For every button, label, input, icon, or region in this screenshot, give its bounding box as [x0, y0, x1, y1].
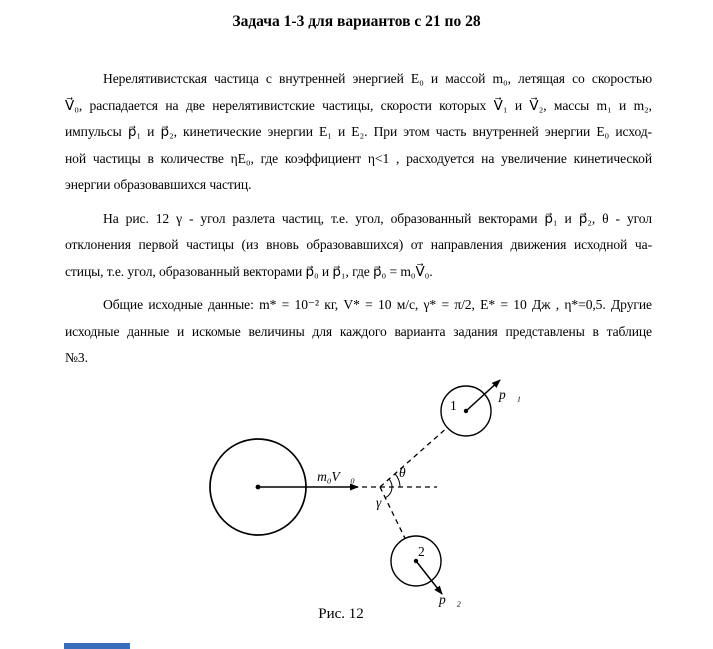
text-line: Нерелятивистская частица с внутренней энергией E₀ и массой m₀, летящая со скоростью [103, 71, 652, 86]
text-line: На рис. 12 γ - угол разлета частиц, т.е. угол, образованный векторами p⃗₁ и p⃗₂, θ - угол [103, 210, 652, 226]
text-line: энергии образовавшихся частиц. [65, 177, 252, 192]
theta-label: θ [399, 465, 406, 480]
horizontal-scrollbar-thumb[interactable] [64, 643, 130, 649]
text-line: Общие исходные данные: m* = 10⁻² кг, V* = 10 м/с, γ* = π/2, E* = 10 Дж , η*=0,5. Другие [103, 297, 652, 312]
particle-1-center-dot [464, 409, 468, 413]
paragraph-intro [65, 66, 652, 199]
particle-1-label: 1 [450, 398, 457, 413]
problem-title: Задача 1-3 для вариантов с 21 по 28 [232, 13, 481, 30]
particle-0-center-dot [256, 485, 261, 490]
problem-text [65, 66, 652, 372]
p1-label: p⃗₁ [499, 387, 521, 402]
text-line: исходные данные и искомые величины для каждого варианта задания представлены в таблице [65, 323, 652, 339]
gamma-arc [385, 479, 392, 498]
text-line: стицы, т.е. угол, образованный векторами p⃗₀ и p⃗₁, где p⃗₀ = m₀V⃗₀. [65, 263, 433, 279]
text-line: импульсы p⃗₁ и p⃗₂, кинетические энергии E₁ и E₂. При этом часть внутренней энергии E₀ исход- [65, 124, 652, 139]
gamma-label: γ [376, 495, 382, 510]
text-line: отклонения первой частицы (из вновь образовавшихся) от направления движения исходной ча- [65, 237, 652, 252]
p2-label: p⃗₂ [439, 592, 461, 607]
text-line: №3. [65, 350, 88, 365]
momentum-label: m₀V⃗₀ [317, 469, 355, 484]
particle-2-center-dot [414, 559, 418, 563]
figure-12-diagram [0, 370, 713, 630]
paragraph-angles [65, 206, 652, 286]
text-line: ной частицы в количестве ηE₀, где коэффициент η<1 , расходуется на увеличение кинетической [65, 150, 652, 166]
particle-2-label: 2 [418, 544, 425, 559]
paragraph-data [65, 292, 652, 372]
text-line: V⃗₀, распадается на две нерелятивистские частицы, скорости которых V⃗₁ и V⃗₂, массы m₁ и m₂, [65, 97, 652, 113]
figure-caption: Рис. 12 [318, 606, 364, 622]
